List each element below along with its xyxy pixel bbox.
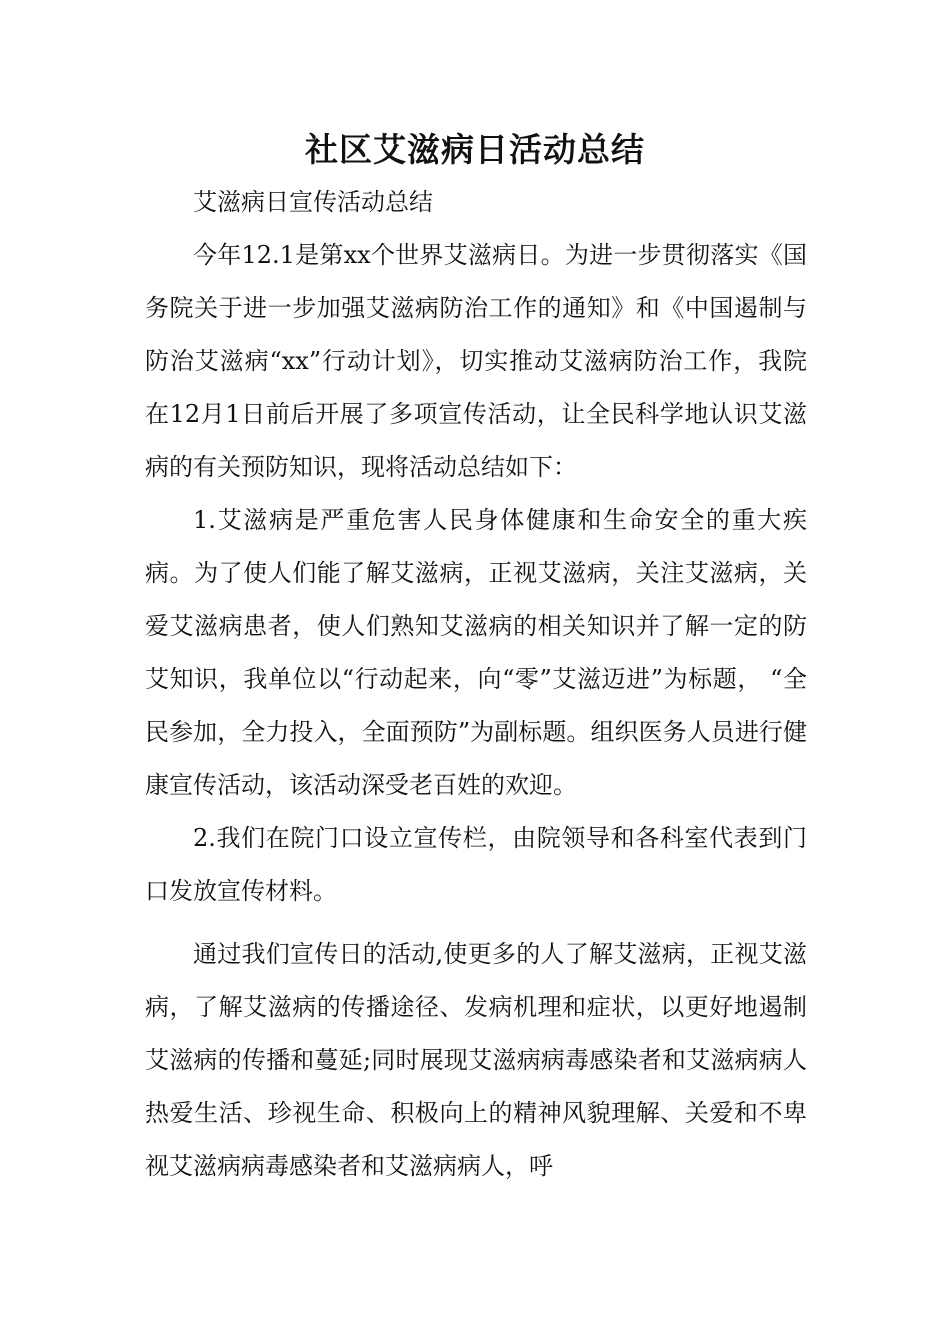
document-title: 社区艾滋病日活动总结 [305,130,645,169]
intro-paragraph: 今年12.1是第xx个世界艾滋病日。为进一步贯彻落实《国务院关于进一步加强艾滋病防治工作的通知》和《中国遏制与防治艾滋病“xx”行动计划》，切实推动艾滋病防治工作，我院在12月1日前后开展了多项宣传活动，让全民科学地认识艾滋病的有关预防知识，现将活动总结如下： [145,241,807,481]
point-1-paragraph: 1.艾滋病是严重危害人民身体健康和生命安全的重大疾病。为了使人们能了解艾滋病，正视艾滋病，关注艾滋病，关爱艾滋病患者，使人们熟知艾滋病的相关知识并了解一定的防艾知识，我单位以“行动起来，向“零”艾滋迈进”为标题， “全民参加，全力投入，全面预防”为副标题。组织医务人员进行健康宣传活动，该活动深受老百姓的欢迎。 [145,506,807,799]
conclusion-paragraph: 通过我们宣传日的活动,使更多的人了解艾滋病，正视艾滋病，了解艾滋病的传播途径、发病机理和症状，以更好地遏制艾滋病的传播和蔓延;同时展现艾滋病病毒感染者和艾滋病病人热爱生活、珍视生命、积极向上的精神风貌理解、关爱和不卑视艾滋病病毒感染者和艾滋病病人，呼 [145,940,807,1180]
point-2-paragraph: 2.我们在院门口设立宣传栏，由院领导和各科室代表到门口发放宣传材料。 [145,824,807,905]
document-body [145,176,807,1193]
subtitle-paragraph: 艾滋病日宣传活动总结 [193,188,433,216]
